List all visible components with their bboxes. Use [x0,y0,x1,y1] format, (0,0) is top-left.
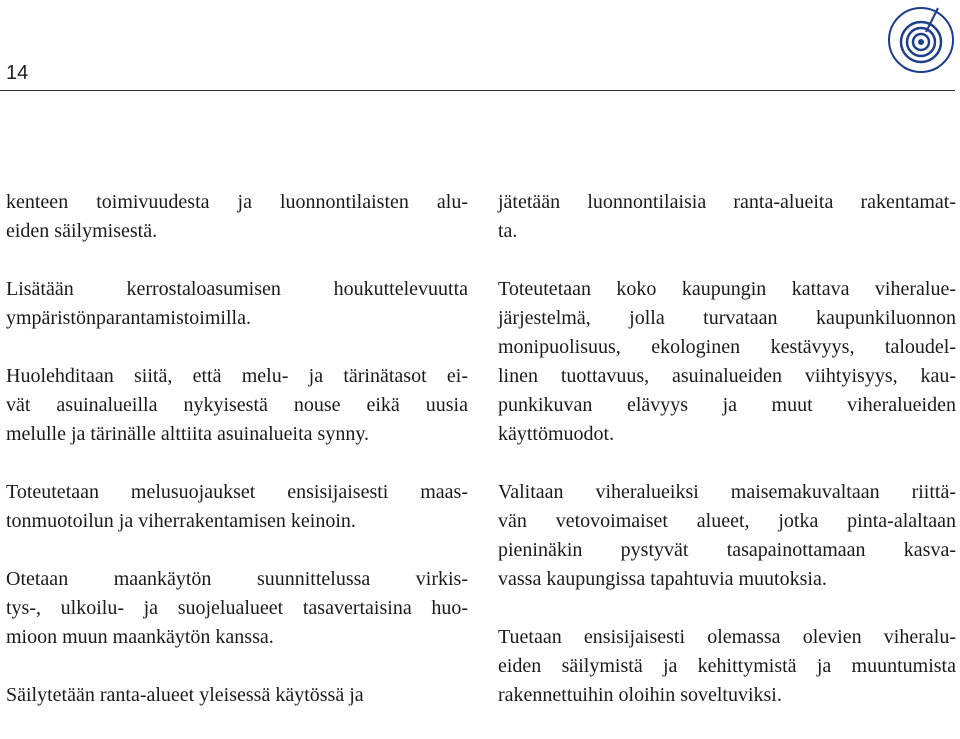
right-text-column [498,188,956,739]
text-line: Toteutetaan koko kaupungin kattava viheralue- [498,278,956,300]
left-text-column [6,188,468,739]
text-line: vän vetovoimaiset alueet, jotka pinta-alaltaan [498,510,956,532]
text-line: Valitaan viheralueiksi maisemakuvaltaan riittä- [498,481,956,503]
text-line: vassa kaupungissa tapahtuvia muutoksia. [498,568,827,590]
text-line: Lisätään kerrostaloasumisen houkuttelevuutta [6,278,468,300]
text-line: punkikuvan elävyys ja muut viheralueiden [498,394,956,416]
text-line: kenteen toimivuudesta ja luonnontilaisten alu- [6,191,468,213]
text-line: Huolehditaan siitä, että melu- ja tärinätasot ei- [6,365,468,387]
paragraph [498,275,956,449]
text-line: järjestelmä, jolla turvataan kaupunkiluonnon [498,307,956,329]
text-line: Toteutetaan melusuojaukset ensisijaisesti maas- [6,481,468,503]
paragraph [6,565,468,652]
text-line: rakennettuihin oloihin soveltuviksi. [498,684,782,706]
text-line: tonmuotoilun ja viherrakentamisen keinoin. [6,510,356,532]
text-line: tys-, ulkoilu- ja suojelualueet tasavertaisina huo- [6,597,468,619]
text-line: Tuetaan ensisijaisesti olemassa olevien viheralu- [498,626,956,648]
text-line: vät asuinalueilla nykyisestä nouse eikä uusia [6,394,468,416]
text-line: monipuolisuus, ekologinen kestävyys, taloudel- [498,336,956,358]
paragraph [6,275,468,333]
text-line: jätetään luonnontilaisia ranta-alueita rakentamat- [498,191,956,213]
paragraph [498,623,956,710]
paragraph [498,188,956,246]
paragraph [6,478,468,536]
paragraph [6,362,468,449]
ripple-logo-icon [886,2,956,78]
text-line: käyttömuodot. [498,423,615,445]
text-line: eiden säilymisestä. [6,220,158,242]
text-line: mioon muun maankäytön kanssa. [6,626,274,648]
text-line: ympäristönparantamistoimilla. [6,307,251,329]
text-line: linen tuottavuus, asuinalueiden viihtyisyys, kau- [498,365,956,387]
paragraph [6,681,468,710]
text-line: melulle ja tärinälle alttiita asuinalueita synny. [6,423,370,445]
paragraph [6,188,468,246]
text-line: Säilytetään ranta-alueet yleisessä käytössä ja [6,684,364,706]
page-number: 14 [6,62,29,84]
text-line: Otetaan maankäytön suunnittelussa virkis- [6,568,468,590]
header-rule [0,90,955,91]
text-line: eiden säilymistä ja kehittymistä ja muuntumista [498,655,956,677]
paragraph [498,478,956,594]
text-line: pieninäkin pystyvät tasapainottamaan kasva- [498,539,956,561]
text-line: ta. [498,220,518,242]
